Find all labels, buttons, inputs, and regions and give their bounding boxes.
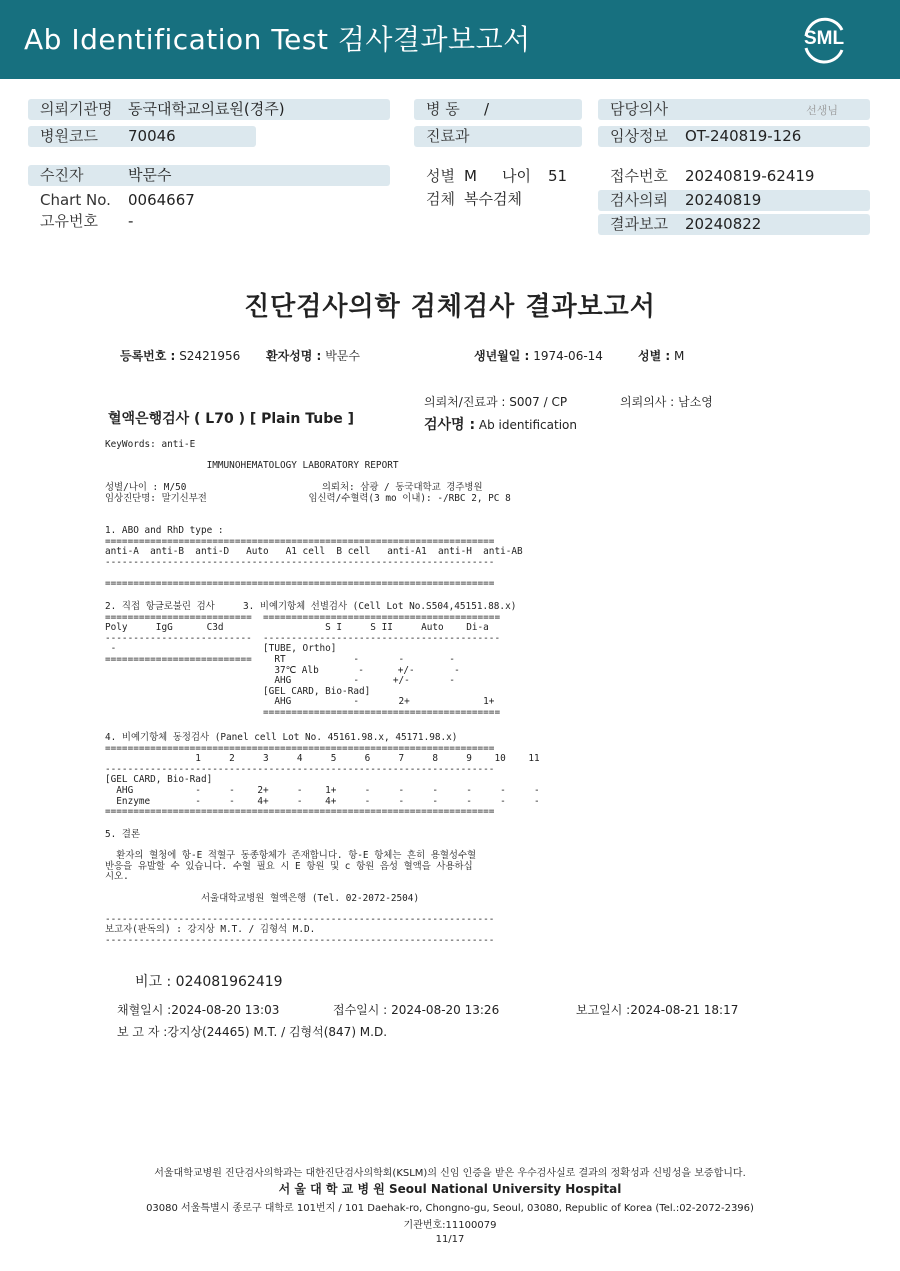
conclusion-section: 5. 결론 환자의 혈청에 항-E 적혈구 동종항체가 존재합니다. 항-E 항체는 흔히 용혈성수혈 반응을 유발할 수 있습니다. 수혈 필요 시 E 항원 및 c 항원 음성 혈액을 사용하십 시오. 서울대학교병원 혈액은행 (Tel. 02-2072-2504) --------------------------------------------------------------------- 보고자(판독의) : 강지상 M.T. / 김형석 M.D. ---------------------------------------------------------------------	[105, 829, 495, 946]
specimen-label: 검체	[426, 190, 455, 208]
doctor-row	[598, 99, 870, 120]
keywords: KeyWords: anti-E	[105, 439, 196, 450]
name-label: 환자성명 :	[266, 349, 322, 363]
lab-report-title: IMMUNOHEMATOLOGY LABORATORY REPORT	[105, 460, 399, 471]
unique-value: -	[128, 212, 134, 230]
antibody-screen-section: 2. 직접 항글로불린 검사 3. 비예기항체 선별검사 (Cell Lot No.S504,45151.88.x) ========================== ========================================== Poly IgG C3d S I S II Auto Di-a -------------------------- ------------------------------------------ - [TUBE, Ortho] ========================== RT - - - 37℃ Alb - +/- - AHG - +/- - [GEL CARD, Bio-Rad] AHG - 2+ 1+ ==========================================	[105, 601, 517, 718]
remark-value: 024081962419	[175, 974, 283, 990]
doc-sex-label: 성별 :	[638, 349, 671, 363]
test-name-value: Ab identification	[478, 418, 577, 432]
hospital-code-row	[28, 126, 256, 147]
age-value: 51	[548, 167, 568, 185]
patient-label: 수진자	[40, 166, 84, 184]
reg-label: 등록번호 :	[120, 349, 176, 363]
hospital-code-label: 병원코드	[40, 127, 98, 145]
request-label: 검사의뢰	[610, 191, 668, 209]
referral: 의뢰처/진료과 : S007 / CP	[424, 395, 568, 409]
patient-name	[266, 347, 360, 364]
ward-row	[414, 99, 582, 120]
receipt-value: 20240819-62419	[685, 167, 815, 185]
clinical-row	[598, 126, 870, 147]
sex-value: M	[464, 167, 477, 185]
reporter-label: 보 고 자 :	[117, 1025, 168, 1039]
patient-value: 박문수	[128, 166, 172, 184]
institution-row	[28, 99, 390, 120]
dept-label: 진료과	[426, 127, 470, 145]
report-label: 결과보고	[610, 215, 668, 233]
request-value: 20240819	[685, 191, 762, 209]
certification-note: 서울대학교병원 진단검사의학과는 대한진단검사의학회(KSLM)의 신임 인증을 받은 우수검사실로 결과의 정확성과 신빙성을 보증합니다.	[154, 1168, 746, 1179]
report-time-value: 2024-08-21 18:17	[630, 1003, 739, 1017]
logo-text: SML	[803, 28, 845, 49]
dob-value: 1974-06-14	[533, 349, 603, 363]
dob-label: 생년월일 :	[474, 349, 530, 363]
doctor-label: 담당의사	[610, 100, 668, 118]
collection-time	[117, 1001, 279, 1018]
dept-row	[414, 126, 582, 147]
specimen-row	[414, 189, 584, 210]
receipt-row	[598, 166, 870, 187]
clinical-value: OT-240819-126	[685, 127, 802, 145]
unique-label: 고유번호	[40, 212, 98, 230]
clinical-label: 임상정보	[610, 127, 668, 145]
report-time	[576, 1001, 738, 1018]
institution-label: 의뢰기관명	[40, 100, 113, 118]
sml-logo-icon	[798, 14, 850, 66]
name-value: 박문수	[325, 349, 360, 363]
test-name-label: 검사명 :	[424, 417, 476, 433]
patient-row	[28, 165, 390, 186]
page-number: 11/17	[435, 1234, 465, 1245]
document-title: 진단검사의학 검체검사 결과보고서	[244, 292, 656, 322]
report-value: 20240822	[685, 215, 762, 233]
registration-number	[120, 347, 240, 364]
remark	[135, 971, 283, 991]
ward-value: /	[484, 100, 490, 118]
header-bar	[0, 0, 900, 79]
blood-bank-test: 혈액은행검사 ( L70 ) [ Plain Tube ]	[108, 411, 355, 427]
referring-doctor: 의뢰의사 : 남소영	[620, 395, 713, 409]
chart-row	[28, 190, 390, 211]
chart-value: 0064667	[128, 191, 195, 209]
reg-value: S2421956	[179, 349, 241, 363]
receive-value: 2024-08-20 13:26	[391, 1003, 500, 1017]
report-row	[598, 214, 870, 235]
hospital-code-value: 70046	[128, 127, 176, 145]
organization-number: 기관번호:11100079	[403, 1220, 497, 1231]
collect-value: 2024-08-20 13:03	[171, 1003, 280, 1017]
receipt-label: 접수번호	[610, 167, 668, 185]
request-row	[598, 190, 870, 211]
document-sex	[638, 347, 684, 364]
reporter	[117, 1023, 387, 1040]
date-of-birth	[474, 347, 603, 364]
age-label: 나이	[502, 167, 531, 185]
institution-value: 동국대학교의료원(경주)	[128, 100, 285, 118]
receive-label: 접수일시 :	[333, 1003, 388, 1017]
report-title: Ab Identification Test 검사결과보고서	[24, 23, 531, 56]
report-time-label: 보고일시 :	[576, 1003, 631, 1017]
sex-age-row	[414, 166, 584, 187]
reporter-value: 강지상(24465) M.T. / 김형석(847) M.D.	[167, 1025, 388, 1039]
sex-label: 성별	[426, 167, 455, 185]
remark-label: 비고 :	[135, 974, 172, 990]
antibody-panel-section: 4. 비예기항체 동정검사 (Panel cell Lot No. 45161.98.x, 45171.98.x) ===================================================================== 1 2 3 4 5 6 7 8 9 10 11 --------------------------------------------------------------------- [GEL CARD, Bio-Rad] AHG - - 2+ - 1+ - - - - - - Enzyme - - 4+ - 4+ - - - - - - =====================================================================	[105, 732, 540, 818]
specimen-value: 복수검체	[464, 190, 522, 208]
hospital-address: 03080 서울특별시 종로구 대학로 101번지 / 101 Daehak-ro, Chongno-gu, Seoul, 03080, Republic of Korea (Tel.:02-2072-2396)	[146, 1203, 754, 1214]
hospital-name	[0, 1180, 900, 1197]
ward-label: 병 동	[426, 100, 460, 118]
hospital-name-kr: 서 울 대 학 교 병 원	[278, 1182, 385, 1196]
doctor-suffix: 선생님	[806, 104, 838, 117]
hospital-name-en: Seoul National University Hospital	[389, 1182, 622, 1196]
receipt-time	[333, 1001, 499, 1018]
abo-rhd-section: 1. ABO and RhD type : ===================================================================== anti-A anti-B anti-D Auto A1 cell B cell anti-A1 anti-H anti-AB --------------------------------------------------------------------- =====================================================================	[105, 525, 523, 589]
patient-block: 성별/나이 : M/50 의뢰처: 삼광 / 동국대학교 경주병원 임상진단명: 말기신부전 임신력/수혈력(3 mo 이내): -/RBC 2, PC 8	[105, 482, 511, 504]
unique-row	[28, 211, 390, 232]
doc-sex-value: M	[674, 349, 685, 363]
chart-label: Chart No.	[40, 191, 111, 209]
collect-label: 채혈일시 :	[117, 1003, 172, 1017]
test-name	[424, 414, 577, 434]
